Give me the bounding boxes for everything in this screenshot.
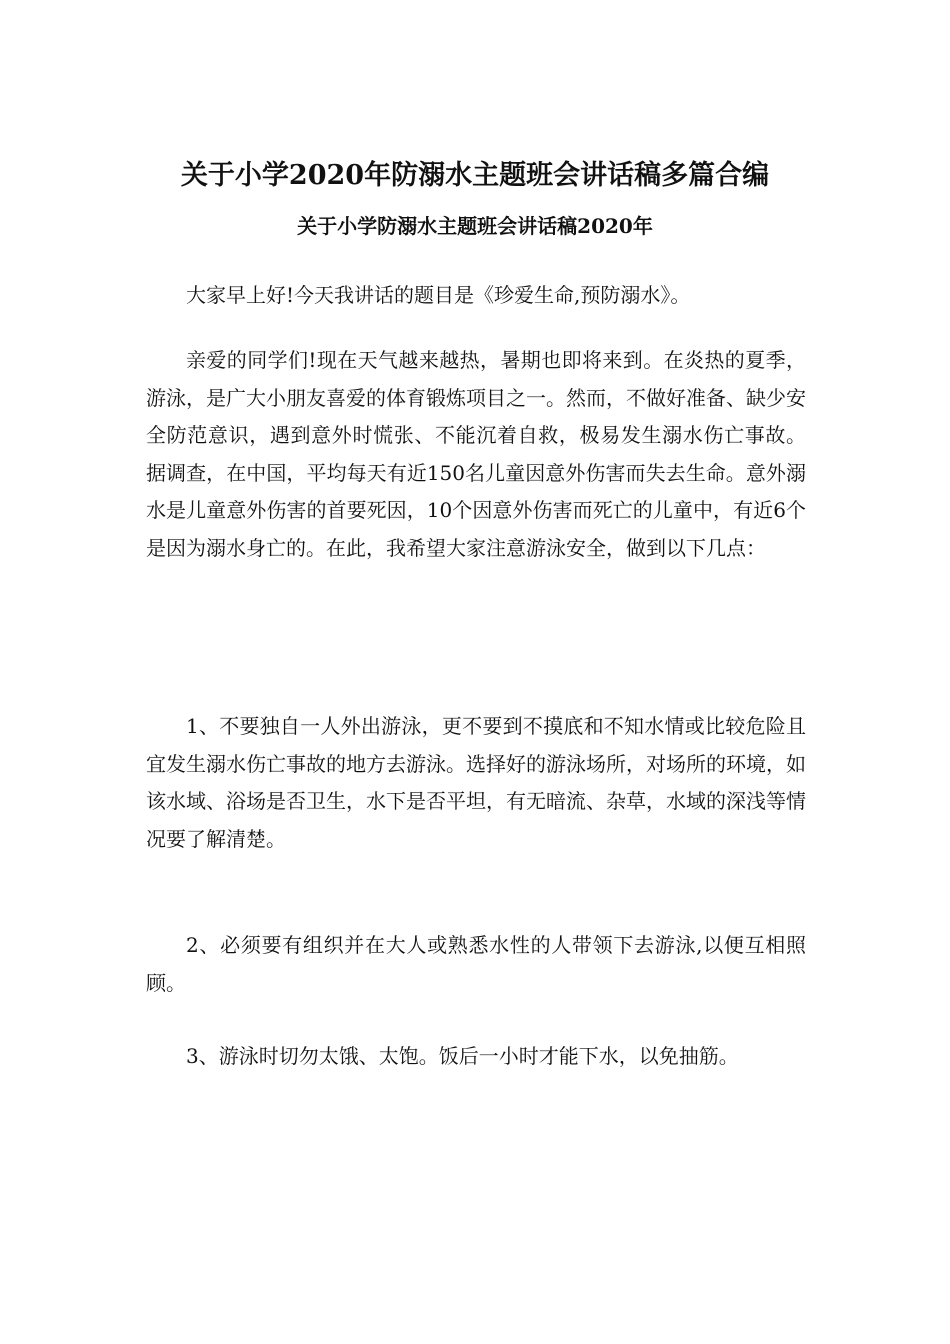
paragraph-point-1: 1、不要独自一人外出游泳，更不要到不摸底和不知水情或比较危险且宜发生溺水伤亡事故的地方去游泳。选择好的游泳场所，对场所的环境，如该水域、浴场是否卫生，水下是否平坦，有无暗流、杂草，水域的深浅等情况要了解清楚。 [146, 714, 806, 851]
paragraph-intro: 亲爱的同学们!现在天气越来越热，暑期也即将来到。在炎热的夏季，游泳，是广大小朋友喜爱的体育锻炼项目之一。然而，不做好准备、缺少安全防范意识，遇到意外时慌张、不能沉着自救，极易发生溺水伤亡事故。 据调查，在中国，平均每天有近150名儿童因意外伤害而失去生命。意外溺水是儿童意外伤害的首要死因，10个因意外伤害而死亡的儿童中，有近6个是因为溺水身亡的。在此，我希望大家注意游泳安全，做到以下几点： [146, 348, 806, 560]
paragraph-point-3: 3、游泳时切勿太饿、太饱。饭后一小时才能下水，以免抽筋。 [186, 1044, 739, 1068]
document-title: 关于小学2020年防溺水主题班会讲话稿多篇合编 [180, 160, 770, 191]
paragraph-point-2: 2、必须要有组织并在大人或熟悉水性的人带领下去游泳,以便互相照顾。 [146, 933, 806, 995]
document-subtitle: 关于小学防溺水主题班会讲话稿2020年 [297, 214, 653, 238]
paragraph-greeting: 大家早上好!今天我讲话的题目是《珍爱生命,预防溺水》。 [186, 283, 691, 307]
